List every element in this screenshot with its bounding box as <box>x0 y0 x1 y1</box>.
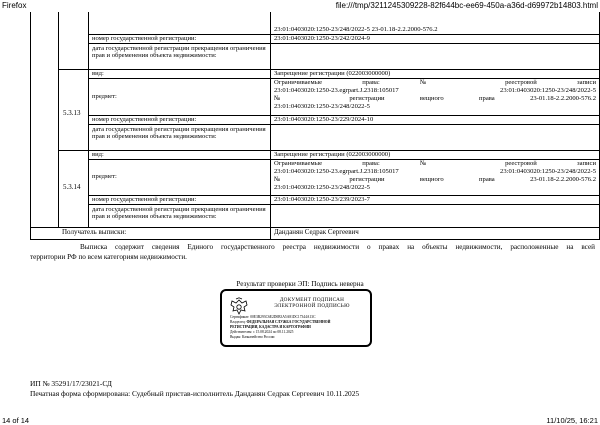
subject-label: предмет: <box>92 173 117 180</box>
doc-id: ИП № 35291/17/23021-СД <box>30 379 112 388</box>
printed-form: Печатная форма сформирована: Судебный пристав-исполнитель Данданян Седрак Сергеевич 10.11.2025 <box>30 389 360 398</box>
subject-line: № регистрации вещного права 23-01.18-2.2.2000-576.2 <box>274 176 596 183</box>
row-divider <box>88 124 600 125</box>
subject-line: № регистрации вещного права 23-01.18-2.2.2000-576.2 <box>274 95 596 102</box>
page-counter: 14 of 14 <box>2 416 30 425</box>
stamp-issuer: Выдан: Казначейство России <box>230 335 275 339</box>
signature-check-result: Результат проверки ЭП: Подпись неверна <box>236 280 364 288</box>
row-divider <box>88 43 600 44</box>
statement-line: территории РФ по всем категориям недвижимости. <box>30 253 187 261</box>
subject-line: 23:01:0403020:1250-23/248/2022-5 <box>274 103 370 110</box>
table-divider <box>58 12 59 227</box>
recipient-label: Получатель выписки: <box>62 229 127 236</box>
table-border-bottom <box>30 239 600 240</box>
print-footer <box>0 416 600 425</box>
subject-line: Ограничиваемые права: № реестровой записи <box>274 160 596 167</box>
row-number: 5.3.14 <box>63 183 81 191</box>
row-divider <box>88 204 600 205</box>
reg-number-value: 23:01:0403020:1250-23/229/2024-10 <box>274 116 374 123</box>
type-label: вид: <box>92 151 104 158</box>
e-signature-stamp <box>220 289 372 347</box>
stamp-title: ДОКУМЕНТ ПОДПИСАН ЭЛЕКТРОННОЙ ПОДПИСЬЮ <box>274 297 350 309</box>
type-label: вид: <box>92 70 104 77</box>
termination-label: дата государственной регистрации прекращения ограничения прав и обременения объекта недвижимости: <box>92 126 266 140</box>
registry-table <box>30 12 600 240</box>
stamp-valid: Действителен: с 15.08.2024 по 08.11.2025 <box>230 330 294 334</box>
page-url: file:///tmp/3211245309228-82f644bc-ee69-450a-a36d-d69972b14803.html <box>335 1 598 10</box>
stamp-owner: РЕГИСТРАЦИИ, КАДАСТРА И КАРТОГРАФИИ <box>230 325 311 329</box>
subject-line: 23:01:0403020:1250-23.egrpart.J.2318:105017 23:01:0403020:1250-23/248/2022-5 <box>274 87 596 94</box>
row-divider <box>30 227 600 228</box>
subject-label: предмет: <box>92 93 117 100</box>
stamp-cert: Сертификат: 00E3B293C6E2D0B3A5A81DC17344A13C <box>230 315 316 319</box>
stamp-owner: Владелец: ФЕДЕРАЛЬНАЯ СЛУЖБА ГОСУДАРСТВЕННОЙ <box>230 320 331 324</box>
termination-label: дата государственной регистрации прекращения ограничения прав и обременения объекта недвижимости: <box>92 45 266 59</box>
statement-paragraph <box>30 242 595 262</box>
reg-number-label: номер государственной регистрации: <box>92 196 197 203</box>
table-border-left <box>30 12 31 240</box>
subject-line: 23:01:0403020:1250-23.egrpart.J.2318:105017 23:01:0403020:1250-23/248/2022-5 <box>274 168 596 175</box>
reg-number-label: номер государственной регистрации: <box>92 116 197 123</box>
table-divider <box>270 12 271 240</box>
print-header <box>0 0 600 12</box>
subject-line: Ограничиваемые права: № реестровой записи <box>274 79 596 86</box>
print-datetime: 11/10/25, 16:21 <box>546 416 598 425</box>
statement-line: Выписка содержит сведения Единого государственного реестра недвижимости о правах на объекты недвижимости, расположенные на всей <box>80 243 595 251</box>
coat-of-arms-icon <box>228 297 250 317</box>
reg-number-label: номер государственной регистрации: <box>92 35 197 42</box>
app-name: Firefox <box>2 1 27 10</box>
reg-number-value: 23:01:0403020:1250-23/239/2023-7 <box>274 196 370 203</box>
recipient-value: Данданян Седрак Сергеевич <box>274 229 359 236</box>
reg-number-value: 23:01:0403020:1250-23/242/2024-9 <box>274 35 370 42</box>
type-value: Запрещение регистрации (022003000000) <box>274 151 391 158</box>
termination-label: дата государственной регистрации прекращения ограничения прав и обременения объекта недвижимости: <box>92 206 266 220</box>
subject-tail: 23:01:0403020:1250-23/248/2022-5 23-01.18-2.2.2000-576.2 <box>274 26 438 33</box>
row-number: 5.3.13 <box>63 109 81 117</box>
subject-line: 23:01:0403020:1250-23/248/2022-5 <box>274 184 370 191</box>
type-value: Запрещение регистрации (022003000000) <box>274 70 391 77</box>
